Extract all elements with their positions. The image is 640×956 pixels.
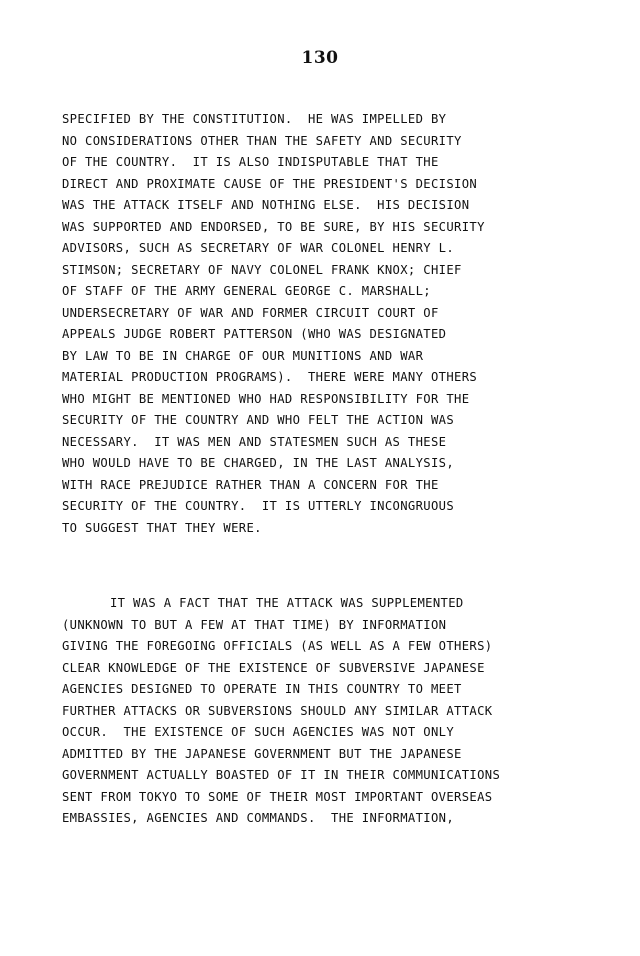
text-line: OF THE COUNTRY. IT IS ALSO INDISPUTABLE THAT THE (62, 155, 439, 169)
text-line: TO SUGGEST THAT THEY WERE. (62, 520, 262, 535)
text-line: AGENCIES DESIGNED TO OPERATE IN THIS COUNTRY TO MEET (62, 682, 462, 696)
text-line: NECESSARY. IT WAS MEN AND STATESMEN SUCH AS THESE (62, 434, 447, 449)
text-line: WHO MIGHT BE MENTIONED WHO HAD RESPONSIBILITY FOR THE (62, 391, 470, 406)
text-line: GIVING THE FOREGOING OFFICIALS (AS WELL AS A FEW OTHERS) (62, 639, 493, 653)
text-line: DIRECT AND PROXIMATE CAUSE OF THE PRESIDENT'S DECISION (62, 176, 478, 191)
text-line: (UNKNOWN TO BUT A FEW AT THAT TIME) BY INFORMATION (62, 617, 447, 632)
text-line: NO CONSIDERATIONS OTHER THAN THE SAFETY AND SECURITY (62, 133, 462, 148)
text-line: APPEALS JUDGE ROBERT PATTERSON (WHO WAS DESIGNATED (62, 327, 447, 341)
paragraph-2 (62, 593, 622, 830)
text-line: IT WAS A FACT THAT THE ATTACK WAS SUPPLEMENTED (110, 596, 464, 610)
page-number: 130 (301, 48, 339, 68)
text-line: UNDERSECRETARY OF WAR AND FORMER CIRCUIT COURT OF (62, 305, 439, 320)
text-line: SECURITY OF THE COUNTRY. IT IS UTTERLY INCONGRUOUS (62, 499, 455, 513)
text-line: WAS SUPPORTED AND ENDORSED, TO BE SURE, BY HIS SECURITY (62, 219, 485, 234)
paragraph-1 (62, 109, 622, 539)
text-line: OCCUR. THE EXISTENCE OF SUCH AGENCIES WAS NOT ONLY (62, 725, 455, 739)
text-line: ADMITTED BY THE JAPANESE GOVERNMENT BUT THE JAPANESE (62, 746, 462, 761)
text-line: SENT FROM TOKYO TO SOME OF THEIR MOST IMPORTANT OVERSEAS (62, 789, 493, 804)
text-line: STIMSON; SECRETARY OF NAVY COLONEL FRANK KNOX; CHIEF (62, 262, 462, 277)
text-line: OF STAFF OF THE ARMY GENERAL GEORGE C. MARSHALL; (62, 284, 431, 298)
text-line: BY LAW TO BE IN CHARGE OF OUR MUNITIONS AND WAR (62, 348, 424, 363)
text-line: WAS THE ATTACK ITSELF AND NOTHING ELSE. HIS DECISION (62, 198, 470, 212)
text-line: SECURITY OF THE COUNTRY AND WHO FELT THE ACTION WAS (62, 413, 455, 427)
text-line: WHO WOULD HAVE TO BE CHARGED, IN THE LAST ANALYSIS, (62, 456, 455, 470)
text-line: GOVERNMENT ACTUALLY BOASTED OF IT IN THEIR COMMUNICATIONS (62, 768, 501, 782)
text-line: EMBASSIES, AGENCIES AND COMMANDS. THE INFORMATION, (62, 811, 455, 825)
text-line: MATERIAL PRODUCTION PROGRAMS). THERE WERE MANY OTHERS (62, 370, 478, 384)
text-line: CLEAR KNOWLEDGE OF THE EXISTENCE OF SUBVERSIVE JAPANESE (62, 660, 485, 675)
text-line: ADVISORS, SUCH AS SECRETARY OF WAR COLONEL HENRY L. (62, 241, 455, 255)
text-line: SPECIFIED BY THE CONSTITUTION. HE WAS IMPELLED BY (62, 112, 447, 126)
text-line: FURTHER ATTACKS OR SUBVERSIONS SHOULD ANY SIMILAR ATTACK (62, 703, 493, 718)
text-line: WITH RACE PREJUDICE RATHER THAN A CONCERN FOR THE (62, 477, 439, 492)
